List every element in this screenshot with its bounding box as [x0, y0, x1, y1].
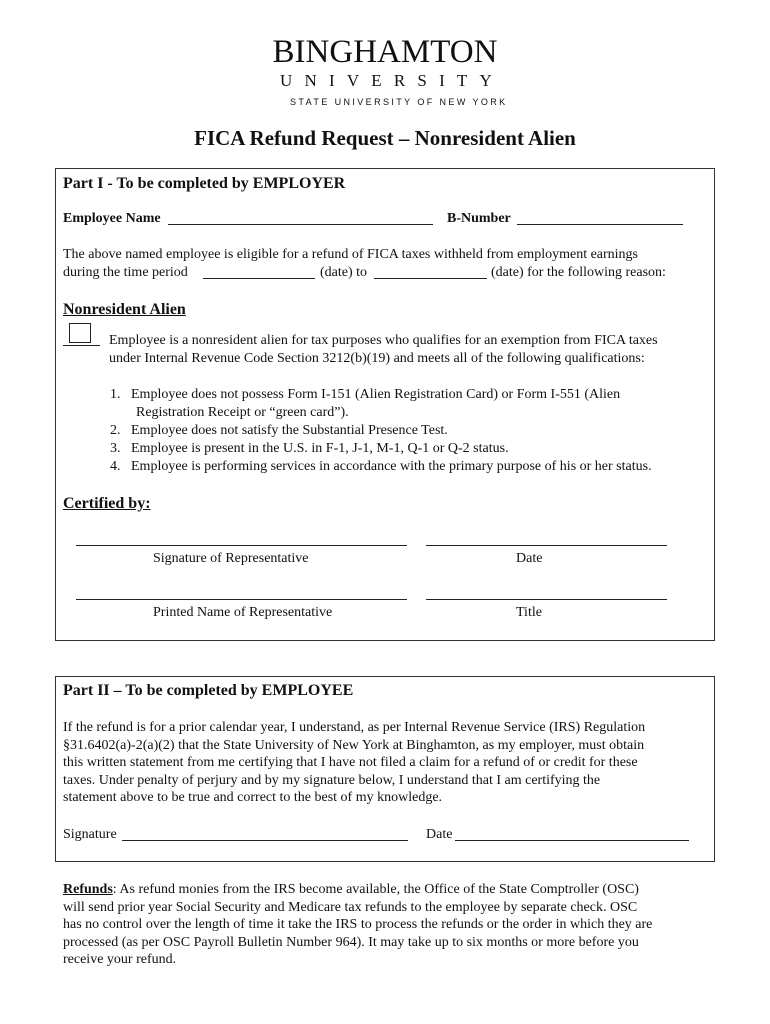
refunds-line-1	[63, 881, 713, 899]
bnumber-field[interactable]	[517, 224, 683, 225]
employee-signature-field[interactable]	[122, 840, 408, 841]
part2-line-2: §31.6402(a)-2(a)(2) that the State University of New York at Binghamton, as my employer, must obtain	[63, 737, 645, 753]
form-title: FICA Refund Request – Nonresident Alien	[194, 126, 576, 150]
eligibility-line-2c: (date) for the following reason:	[491, 265, 666, 280]
rep-date-label: Date	[516, 551, 543, 566]
rep-title-label: Title	[516, 605, 542, 620]
employee-date-label: Date	[426, 827, 453, 842]
qualification-3-num: 3.	[110, 441, 121, 456]
university-name: BINGHAMTON	[272, 34, 498, 70]
period-end-date-field[interactable]	[374, 278, 487, 279]
certified-heading: Certified by:	[63, 495, 151, 512]
qualification-2-line: Employee does not satisfy the Substantial Presence Test.	[131, 423, 448, 438]
part2-paragraph	[63, 719, 713, 807]
rep-signature-label: Signature of Representative	[153, 551, 309, 566]
rep-title-field[interactable]	[426, 599, 667, 600]
university-word: UNIVERSITY	[280, 71, 504, 90]
eligibility-line-2a: during the time period	[63, 265, 188, 280]
part2-line-1: If the refund is for a prior calendar year, I understand, as per Internal Revenue Service (IRS) Regulation	[63, 720, 646, 735]
part2-line-4: taxes. Under penalty of perjury and by my signature below, I understand that I am certifying the	[63, 772, 601, 788]
qualification-4-num: 4.	[110, 459, 121, 474]
qualification-1-line-2: Registration Receipt or “green card”).	[136, 405, 349, 420]
refunds-note	[63, 881, 713, 969]
nra-text-line-1: Employee is a nonresident alien for tax purposes who qualifies for an exemption from FICA taxes	[109, 333, 658, 348]
refunds-line-3: has no control over the length of time it take the IRS to process the refunds or the order in which they are	[63, 917, 653, 933]
rep-printed-name-field[interactable]	[76, 599, 407, 600]
employee-name-field[interactable]	[168, 224, 433, 225]
part1-heading: Part I - To be completed by EMPLOYER	[63, 175, 346, 192]
qualification-1-line-1: Employee does not possess Form I-151 (Alien Registration Card) or Form I-551 (Alien	[131, 387, 621, 402]
eligibility-line-2b: (date) to	[320, 265, 368, 280]
nra-text-line-2: under Internal Revenue Code Section 3212(b)(19) and meets all of the following qualifications:	[109, 351, 645, 366]
refunds-line-5: receive your refund.	[63, 952, 177, 968]
nra-checkbox-line	[63, 345, 100, 346]
system-line: STATE UNIVERSITY OF NEW YORK	[290, 97, 508, 107]
refunds-line-1-text: : As refund monies from the IRS become available, the Office of the State Comptroller (OSC)	[112, 882, 639, 897]
nra-checkbox[interactable]	[69, 323, 91, 343]
part2-line-3: this written statement from me certifying that I have not filed a claim for a refund of or credit for these	[63, 755, 638, 771]
qualification-2-num: 2.	[110, 423, 121, 438]
employee-signature-label: Signature	[63, 827, 117, 842]
employee-name-label: Employee Name	[63, 211, 161, 226]
rep-date-field[interactable]	[426, 545, 667, 546]
rep-signature-field[interactable]	[76, 545, 407, 546]
refunds-line-2: will send prior year Social Security and Medicare tax refunds to the employee by separate check. OSC	[63, 899, 638, 915]
eligibility-line-1: The above named employee is eligible for a refund of FICA taxes withheld from employment earnings	[63, 247, 639, 262]
bnumber-label: B-Number	[447, 211, 511, 226]
refunds-label: Refunds	[63, 882, 113, 897]
employee-date-field[interactable]	[455, 840, 689, 841]
refunds-line-4: processed (as per OSC Payroll Bulletin Number 964). It may take up to six months or more before you	[63, 934, 639, 950]
qualification-3-line: Employee is present in the U.S. in F-1, J-1, M-1, Q-1 or Q-2 status.	[131, 441, 509, 456]
qualification-4-line: Employee is performing services in accordance with the primary purpose of his or her status.	[131, 459, 652, 474]
nra-heading: Nonresident Alien	[63, 301, 186, 318]
part2-heading: Part II – To be completed by EMPLOYEE	[63, 682, 354, 699]
part2-line-5: statement above to be true and correct to the best of my knowledge.	[63, 790, 443, 806]
rep-printed-name-label: Printed Name of Representative	[153, 605, 333, 620]
period-start-date-field[interactable]	[203, 278, 315, 279]
qualification-1-num: 1.	[110, 387, 121, 402]
university-logo-name	[0, 34, 770, 71]
